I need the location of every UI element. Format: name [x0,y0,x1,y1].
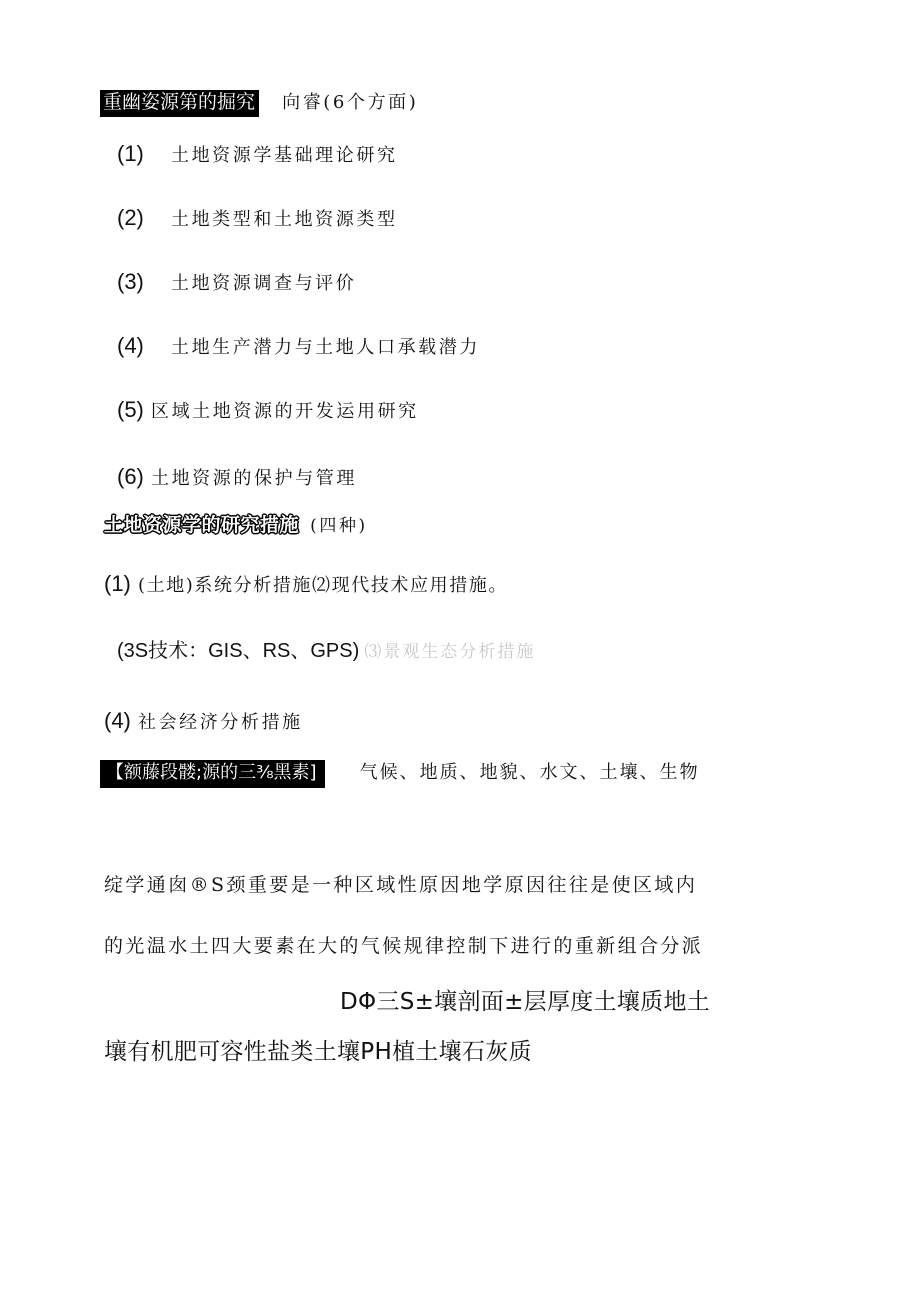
method-line-3 [104,710,303,732]
list-item-number: (2) [117,205,144,230]
list-item-text: 土地资源的保护与管理 [150,468,357,489]
list-item-text: 土地资源学基础理论研究 [170,145,398,166]
section2-heading-suffix: (四种) [310,516,368,536]
section3-heading-suffix: 气候、地质、地貌、水文、土壤、生物 [359,762,700,783]
method-number: (1) [104,571,131,596]
list-item-text: 土地资源调查与评价 [170,273,357,294]
list-item-text: 土地生产潜力与土地人口承载潜力 [170,337,480,358]
list-item-number: (4) [117,333,144,358]
list-item [117,143,398,165]
section3-heading: 【额藤段髅;源的三⅜黑素] [100,760,325,788]
paragraph-line-1: 绽学通囱®S颈重要是一种区域性原因地学原因往往是使区域内 [104,874,698,896]
list-item-number: (6) [117,464,144,489]
paragraph-line-4: 壤有机肥可容性盐类土壤PH植土壤石灰质 [104,1039,532,1065]
list-item [117,271,356,293]
method-line-2 [117,641,535,661]
method-text: (土地)系统分析措施⑵现代技术应用措施。 [137,575,509,596]
list-item [117,335,480,357]
list-item-text: 土地类型和土地资源类型 [170,209,398,230]
list-item-number: (3) [117,269,144,294]
method-line-1 [104,573,508,595]
list-item [117,399,419,421]
paragraph-line-3: DΦ三S±壤剖面±层厚度土壤质地土 [340,989,711,1015]
section1-heading-row [100,90,418,117]
section1-heading: 重幽姿源第的掘究 [100,90,259,117]
list-item [117,466,357,488]
section1-heading-suffix: 向睿(6个方面) [282,92,419,113]
list-item [117,207,398,229]
section3-heading-row [100,760,700,788]
list-item-number: (5) [117,397,144,422]
list-item-number: (1) [117,141,144,166]
method-text: 社会经济分析措施 [137,712,303,733]
list-item-text: 区域土地资源的开发运用研究 [150,401,419,422]
tech-note: (3S技术：GIS、RS、GPS) [117,640,360,662]
section2-heading-row [104,516,368,535]
section2-heading: 土地资源学的研究措施 [104,514,300,536]
faded-method-text: ⑶景观生态分析措施 [364,642,536,662]
paragraph-line-2: 的光温水土四大要素在大的气候规律控制下进行的重新组合分派 [104,935,704,957]
method-number: (4) [104,708,131,733]
